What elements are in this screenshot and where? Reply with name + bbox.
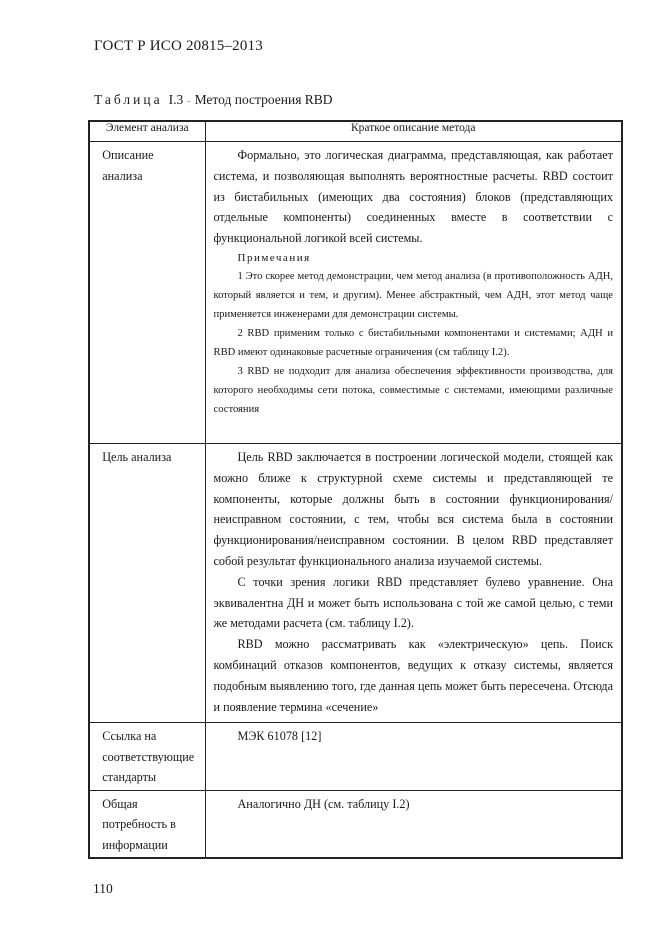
note-item: 3 RBD не подходит для анализа обеспечения эффективности производства, для которого необходимы сети потока, совместимые с системами, имеющими различные состояния bbox=[213, 365, 613, 415]
row-element-cell bbox=[89, 790, 205, 858]
column-header-element: Элемент анализа bbox=[89, 121, 205, 142]
description-paragraph: С точки зрения логики RBD представляет булево уравнение. Она эквивалентна ДН и может быть использована с той же самой целью, с теми же методами расчета (см. таблицу I.2). bbox=[213, 574, 613, 631]
note-item: 1 Это скорее метод демонстрации, чем метод анализа (в противоположность АДН, который является и тем, и другим). Менее абстрактный, чем АДН, этот метод чаще применяется инженерами для демонстрации системы. bbox=[213, 270, 613, 320]
row-description-cell bbox=[205, 444, 622, 723]
information-need: Аналогично ДН (см. таблицу I.2) bbox=[237, 796, 410, 811]
table-caption bbox=[94, 92, 333, 108]
row-element-label: Описание анализа bbox=[102, 148, 154, 183]
row-element-label: Ссылка на соответствующие стандарты bbox=[102, 729, 195, 784]
row-element-cell bbox=[89, 444, 205, 723]
caption-label: Таблица bbox=[94, 92, 163, 107]
note-item: 2 RBD применим только с бистабильными компонентами и системами; АДН и RBD имеют одинаковые расчетные ограничения (см таблицу I.2). bbox=[213, 327, 613, 358]
document-code: ГОСТ Р ИСО 20815–2013 bbox=[94, 38, 263, 54]
method-table bbox=[88, 120, 623, 859]
table-row bbox=[89, 790, 622, 858]
caption-number: I.3 bbox=[168, 92, 184, 107]
notes-title: Примечания bbox=[237, 251, 311, 264]
description-paragraph: Цель RBD заключается в построении логической модели, стоящей как можно ближе к структурной схеме системы и представляющей те компоненты, которые должны быть в состоянии функционирования/неисправном состоянии, с тем, чтобы вся система была в состоянии функционирования/неисправном состоянии. В целом RBD представляет собой результат функционального анализа изучаемой системы. bbox=[213, 450, 613, 568]
description-paragraph: Формально, это логическая диаграмма, представляющая, как работает система, и позволяющая выполнять вероятностные расчеты. RBD состоит из бистабильных (имеющих два состояния) блоков (представляющих отдельные компоненты) соединенных вместе в соответствии с функциональной логикой всей системы. bbox=[213, 148, 613, 246]
row-description-cell bbox=[205, 790, 622, 858]
table-row bbox=[89, 444, 622, 723]
description-paragraph: RBD можно рассматривать как «электрическую» цепь. Поиск комбинаций отказов компонентов, ведущих к отказу системы, является подобным выявлению того, где данная цепь может быть пересечена. Отсюда и появление термина «сечение» bbox=[213, 637, 613, 714]
table-row bbox=[89, 142, 622, 444]
column-header-description: Краткое описание метода bbox=[205, 121, 622, 142]
caption-dash: - bbox=[187, 96, 191, 107]
row-element-cell bbox=[89, 723, 205, 791]
row-element-cell bbox=[89, 142, 205, 444]
row-description-cell bbox=[205, 723, 622, 791]
caption-title: Метод построения RBD bbox=[194, 92, 333, 107]
row-element-label: Общая потребность в информации bbox=[102, 796, 176, 852]
row-description-cell bbox=[205, 142, 622, 444]
row-element-label: Цель анализа bbox=[102, 450, 172, 464]
table-row bbox=[89, 723, 622, 791]
standard-reference: МЭК 61078 [12] bbox=[237, 729, 322, 743]
table-header-row bbox=[89, 121, 622, 142]
page-number: 110 bbox=[93, 881, 113, 896]
